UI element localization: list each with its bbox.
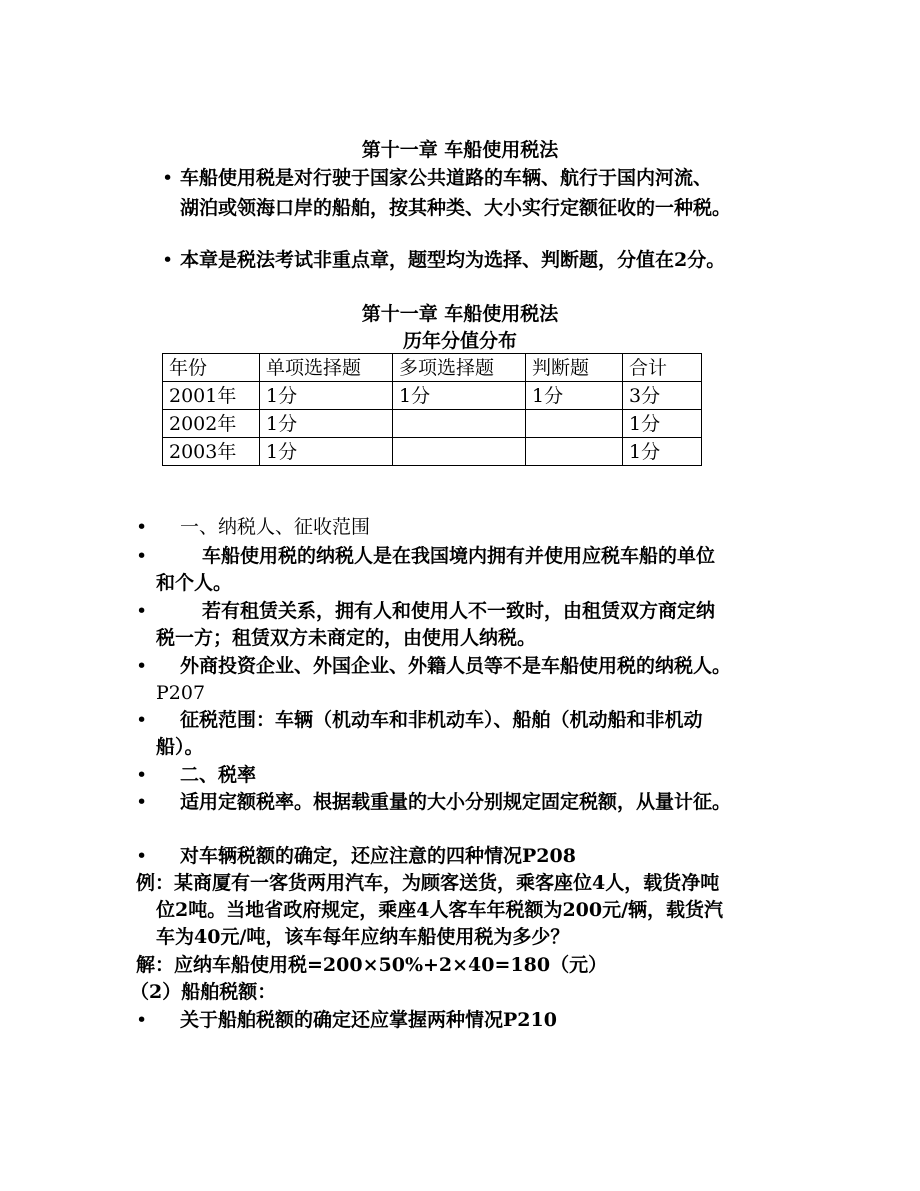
table-cell: 2003年: [163, 438, 260, 466]
table-header-cell: 单项选择题: [260, 354, 393, 382]
bullet-marker: •: [162, 167, 174, 189]
table-cell: 1分: [260, 382, 393, 410]
chapter-title: 第十一章 车船使用税法: [361, 139, 559, 161]
bullet-marker: •: [136, 516, 148, 538]
table-header-row: [163, 354, 702, 382]
foreign-rule-line1: 外商投资企业、外国企业、外籍人员等不是车船使用税的纳税人。: [180, 655, 732, 677]
taxpayer-def-line1: 车船使用税的纳税人是在我国境内拥有并使用应税车船的单位: [202, 545, 716, 567]
section-title: 第十一章 车船使用税法: [361, 303, 559, 325]
table-cell: 3分: [623, 382, 702, 410]
bullet-marker: •: [136, 545, 148, 567]
table-cell: 2001年: [163, 382, 260, 410]
tax-rate-desc: 适用定额税率。根据载重量的大小分别规定固定税额，从量计征。: [180, 791, 732, 813]
table-cell: 1分: [623, 410, 702, 438]
table-header-cell: 多项选择题: [393, 354, 526, 382]
lease-rule-line2: 税一方；租赁双方未商定的，由使用人纳税。: [156, 627, 537, 649]
bullet-marker: •: [136, 1009, 148, 1031]
scope-line1: 征税范围：车辆（机动车和非机动车）、船舶（机动船和非机动: [180, 709, 703, 731]
intro-p1-line2: 湖泊或领海口岸的船舶，按其种类、大小实行定额征收的一种税。: [180, 197, 732, 219]
bullet-marker: •: [136, 764, 148, 786]
table-cell: [526, 410, 623, 438]
solution-line: 解：应纳车船使用税=200×50%+2×40=180（元）: [136, 954, 608, 976]
bullet-marker: •: [162, 249, 174, 271]
table-cell: 1分: [623, 438, 702, 466]
table-cell: [393, 438, 526, 466]
section-subtitle: 历年分值分布: [402, 330, 517, 352]
table-cell: 2002年: [163, 410, 260, 438]
table-row: [163, 382, 702, 410]
table-cell: [393, 410, 526, 438]
taxpayer-def-line2: 和个人。: [156, 572, 233, 594]
vehicle-tax-note: 对车辆税额的确定，还应注意的四种情况P208: [180, 845, 576, 867]
ship-tax-note: 关于船舶税额的确定还应掌握两种情况P210: [180, 1009, 557, 1031]
score-table: [162, 353, 702, 466]
table-cell: 1分: [526, 382, 623, 410]
bullet-marker: •: [136, 709, 148, 731]
intro-p1-line1: 车船使用税是对行驶于国家公共道路的车辆、航行于国内河流、: [180, 167, 713, 189]
bullet-marker: •: [136, 845, 148, 867]
example-line1: 例：某商厦有一客货两用汽车，为顾客送货，乘客座位4人，载货净吨: [136, 872, 720, 894]
table-row: [163, 410, 702, 438]
scope-line2: 船）。: [156, 736, 204, 758]
lease-rule-line1: 若有租赁关系，拥有人和使用人不一致时，由租赁双方商定纳: [202, 600, 716, 622]
table-header-cell: 年份: [163, 354, 260, 382]
bullet-marker: •: [136, 791, 148, 813]
table-cell: [526, 438, 623, 466]
table-cell: 1分: [260, 410, 393, 438]
example-line2: 位2吨。当地省政府规定，乘座4人客车年税额为200元/辆，载货汽: [156, 899, 724, 921]
ship-tax-heading: （2）船舶税额：: [130, 981, 277, 1003]
table-row: [163, 438, 702, 466]
heading-tax-rate: 二、税率: [180, 764, 257, 786]
intro-p2: 本章是税法考试非重点章，题型均为选择、判断题，分值在2分。: [180, 249, 726, 271]
table-header-cell: 合计: [623, 354, 702, 382]
table-header-cell: 判断题: [526, 354, 623, 382]
example-line3: 车为40元/吨，该车每年应纳车船使用税为多少？: [156, 926, 570, 948]
table-cell: 1分: [393, 382, 526, 410]
table-cell: 1分: [260, 438, 393, 466]
heading-taxpayer: 一、纳税人、征收范围: [180, 516, 371, 538]
bullet-marker: •: [136, 655, 148, 677]
bullet-marker: •: [136, 600, 148, 622]
foreign-rule-line2: P207: [156, 682, 206, 704]
